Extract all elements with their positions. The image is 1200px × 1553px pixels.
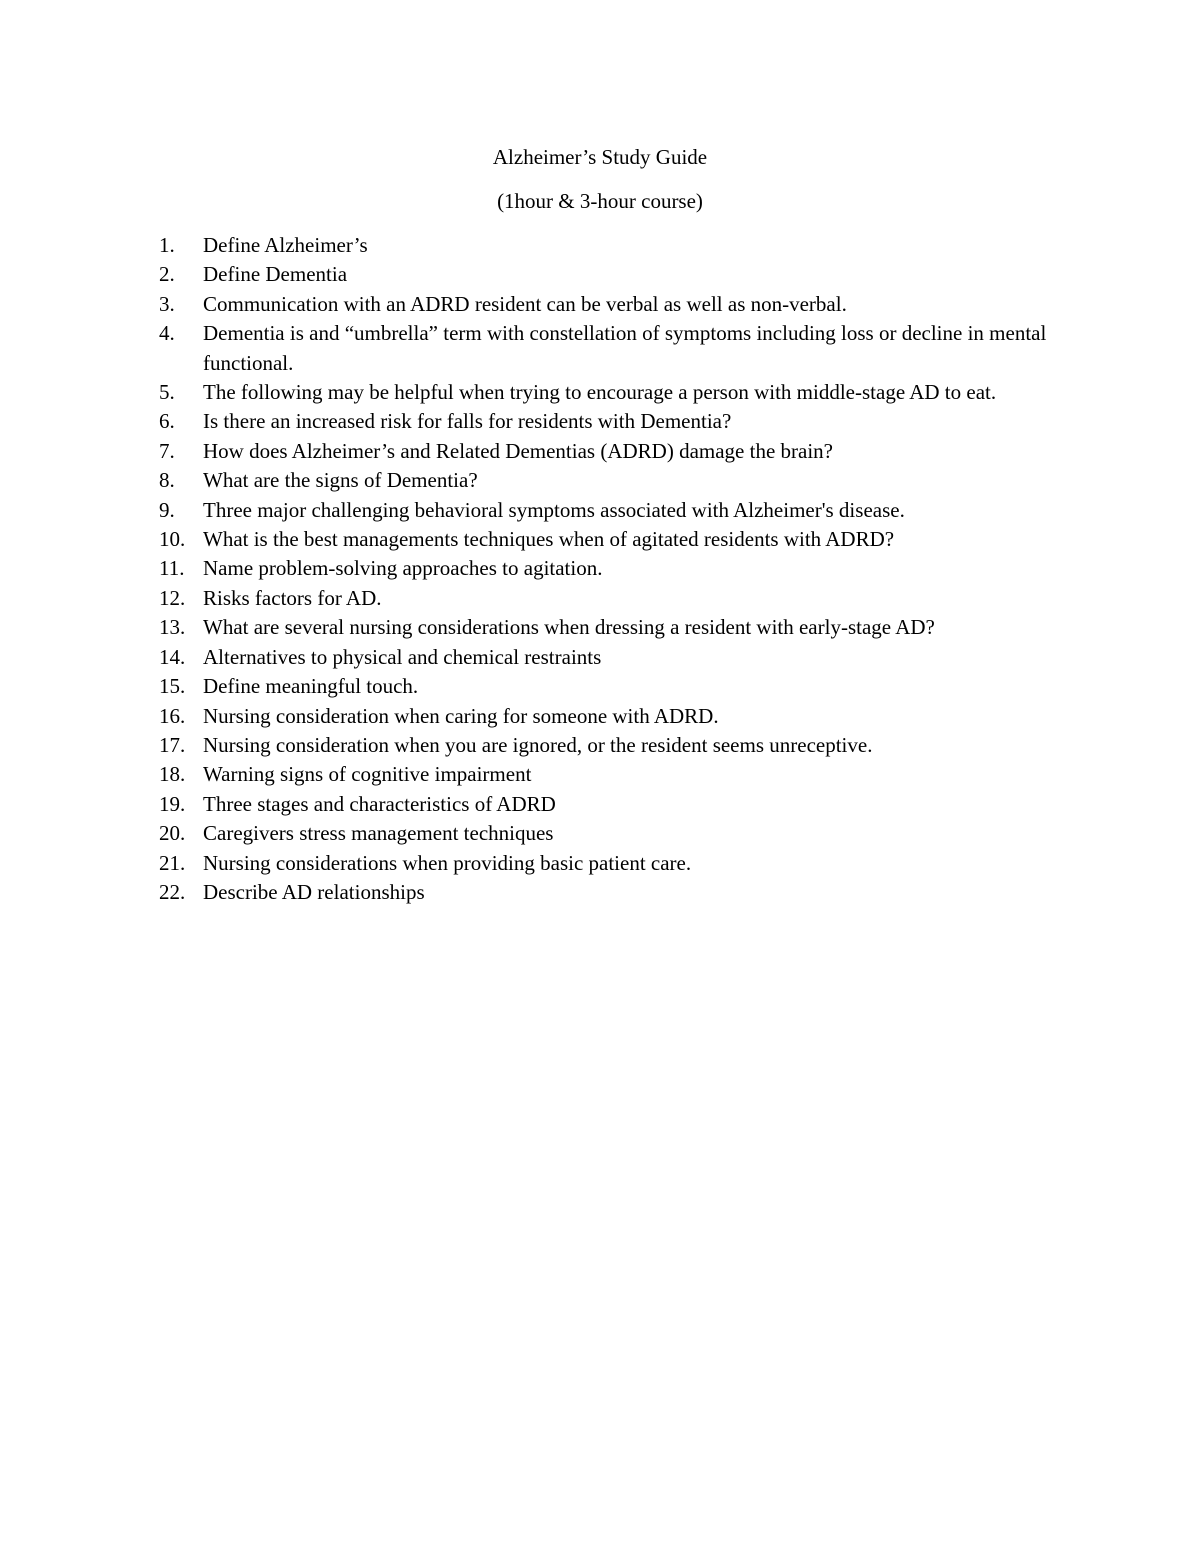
item-text: Dementia is and “umbrella” term with constellation of symptoms including loss or decline in mental functional. [203,321,1047,375]
item-number: 1. [159,233,175,257]
item-text: Risks factors for AD. [203,585,382,610]
list-item [159,407,1069,436]
list-item [159,643,1069,672]
list-item [159,790,1069,819]
item-number: 10. [159,527,186,552]
list-item [159,525,1069,554]
item-text: Define meaningful touch. [203,674,419,699]
list-item [159,290,1069,319]
item-number: 19. [159,791,186,816]
list-item [159,554,1069,583]
item-text: Is there an increased risk for falls for residents with Dementia? [203,409,732,434]
item-number: 8. [159,468,175,493]
list-item [159,319,1069,378]
item-text: Three stages and characteristics of ADRD [203,791,556,816]
item-text: Nursing consideration when caring for someone with ADRD. [203,703,719,728]
item-text: Describe AD relationships [203,879,425,904]
list-item [159,702,1069,731]
item-number: 12. [159,585,186,610]
list-item [159,731,1069,760]
item-number: 21. [159,850,186,875]
item-number: 9. [159,497,175,522]
question-list [159,231,1069,907]
item-text: Define Alzheimer’s [203,233,368,257]
item-text: Three major challenging behavioral symptoms associated with Alzheimer's disease. [203,497,905,522]
item-text: How does Alzheimer’s and Related Dementias (ADRD) damage the brain? [203,438,833,463]
item-number: 2. [159,262,175,287]
item-text: Alternatives to physical and chemical restraints [203,644,602,669]
document-title: Alzheimer’s Study Guide [492,145,708,169]
item-number: 14. [159,644,186,669]
item-text: The following may be helpful when trying to encourage a person with middle-stage AD to eat. [203,380,997,405]
item-text: Communication with an ADRD resident can be verbal as well as non-verbal. [203,291,847,316]
list-item [159,466,1069,495]
item-number: 11. [159,556,185,581]
list-item [159,584,1069,613]
item-text: Nursing consideration when you are ignored, or the resident seems unreceptive. [203,732,873,757]
item-number: 3. [159,291,175,316]
list-item [159,437,1069,466]
item-number: 7. [159,438,175,463]
item-text: What are the signs of Dementia? [203,468,478,493]
item-number: 4. [159,321,175,346]
item-text: Warning signs of cognitive impairment [203,762,532,787]
list-item [159,849,1069,878]
item-text: What is the best managements techniques when of agitated residents with ADRD? [203,527,895,552]
list-item [159,672,1069,701]
item-text: Caregivers stress management techniques [203,821,554,846]
item-number: 6. [159,409,175,434]
list-item [159,378,1069,407]
list-item [159,760,1069,789]
list-item [159,496,1069,525]
list-item [159,260,1069,289]
item-number: 22. [159,879,186,904]
list-item [159,819,1069,848]
list-item [159,613,1069,642]
item-text: Define Dementia [203,262,348,287]
item-text: Name problem-solving approaches to agitation. [203,556,603,581]
item-text: Nursing considerations when providing basic patient care. [203,850,692,875]
item-number: 17. [159,732,186,757]
list-item [159,231,1069,260]
item-number: 15. [159,674,186,699]
item-text: What are several nursing considerations when dressing a resident with early-stage AD? [203,615,935,640]
item-number: 20. [159,821,186,846]
document-subtitle: (1hour & 3-hour course) [497,189,703,213]
item-number: 5. [159,380,175,405]
item-number: 18. [159,762,186,787]
item-number: 13. [159,615,186,640]
list-item [159,878,1069,907]
item-number: 16. [159,703,186,728]
